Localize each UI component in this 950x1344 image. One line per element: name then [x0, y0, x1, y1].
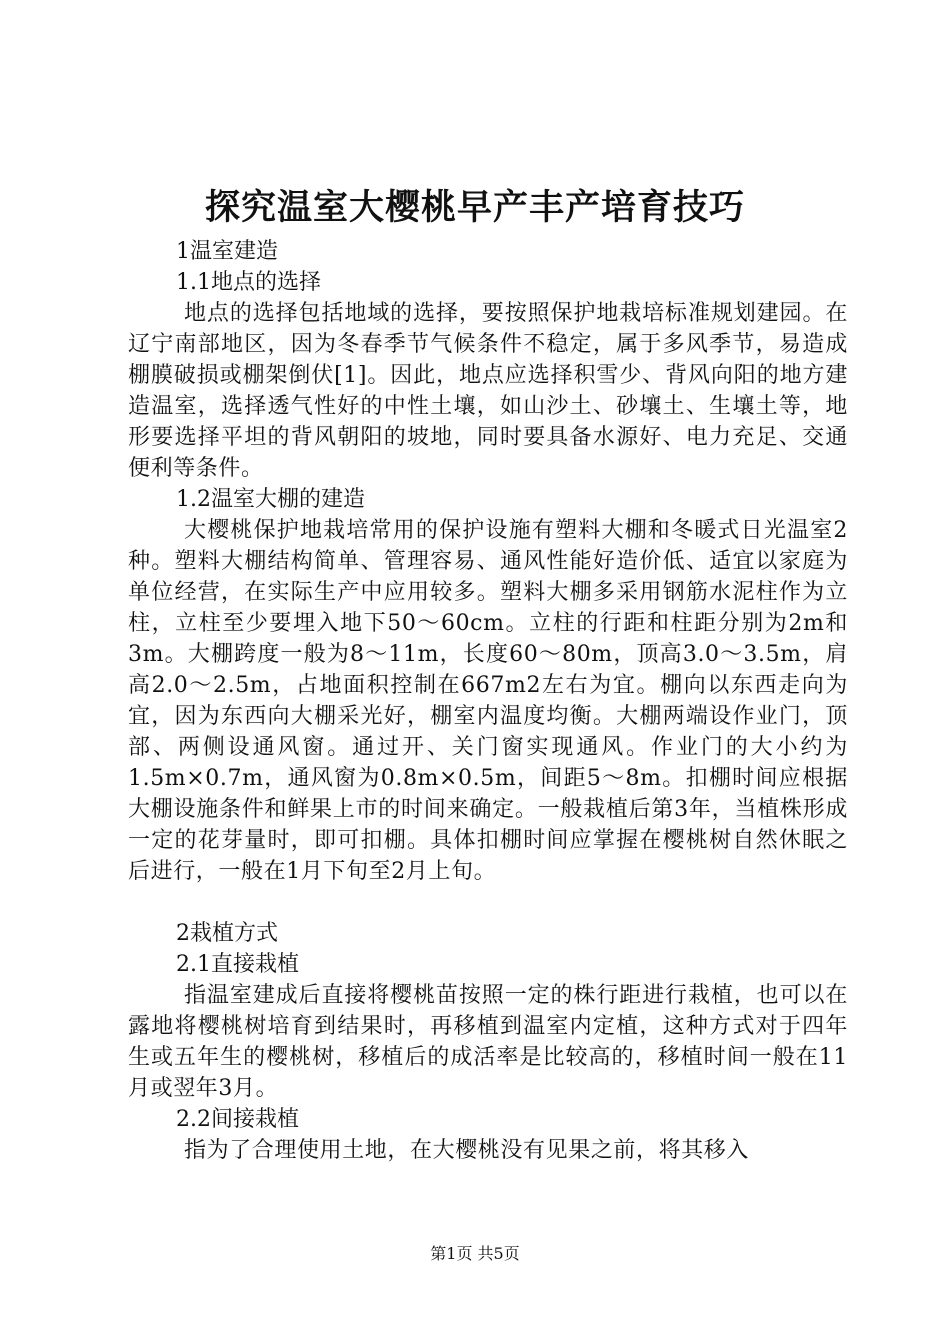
section-heading: 2栽植方式	[176, 921, 278, 946]
subsection-heading: 2.2间接栽植	[176, 1107, 299, 1132]
subsection-heading: 1.1地点的选择	[176, 270, 321, 295]
section-heading: 1温室建造	[176, 239, 278, 264]
paragraph: 指温室建成后直接将樱桃苗按照一定的株行距进行栽植，也可以在露地将樱桃树培育到结果时，再移植到温室内定植，这种方式对于四年生或五年生的樱桃树，移植后的成活率是比较高的，移植时间一般在11月或翌年3月。	[128, 983, 848, 1101]
page-footer: 第1页 共5页	[430, 1244, 520, 1263]
paragraph: 大樱桃保护地栽培常用的保护设施有塑料大棚和冬暖式日光温室2种。塑料大棚结构简单、管理容易、通风性能好造价低、适宜以家庭为单位经营，在实际生产中应用较多。塑料大棚多采用钢筋水泥柱作为立柱，立柱至少要埋入地下50～60cm。立柱的行距和柱距分别为2m和3m。大棚跨度一般为8～11m，长度60～80m，顶高3.0～3.5m，肩高2.0～2.5m，占地面积控制在667m2左右为宜。棚向以东西走向为宜，因为东西向大棚采光好，棚室内温度均衡。大棚两端设作业门，顶部、两侧设通风窗。通过开、关门窗实现通风。作业门的大小约为1.5m×0.7m，通风窗为0.8m×0.5m，间距5～8m。扣棚时间应根据大棚设施条件和鲜果上市的时间来确定。一般栽植后第3年，当植株形成一定的花芽量时，即可扣棚。具体扣棚时间应掌握在樱桃树自然休眠之后进行，一般在1月下旬至2月上旬。	[128, 518, 848, 884]
paragraph-gap	[128, 887, 848, 918]
subsection-heading: 1.2温室大棚的建造	[176, 487, 365, 512]
document-title: 探究温室大樱桃早产丰产培育技巧	[204, 187, 745, 228]
document-body	[128, 236, 848, 1166]
paragraph: 地点的选择包括地域的选择，要按照保护地栽培标准规划建园。在辽宁南部地区，因为冬春季节气候条件不稳定，属于多风季节，易造成棚膜破损或棚架倒伏[1]。因此，地点应选择积雪少、背风向阳的地方建造温室，选择透气性好的中性土壤，如山沙土、砂壤土、生壤土等，地形要选择平坦的背风朝阳的坡地，同时要具备水源好、电力充足、交通便利等条件。	[128, 301, 848, 481]
paragraph: 指为了合理使用土地，在大樱桃没有见果之前，将其移入	[184, 1138, 750, 1163]
subsection-heading: 2.1直接栽植	[176, 952, 299, 977]
